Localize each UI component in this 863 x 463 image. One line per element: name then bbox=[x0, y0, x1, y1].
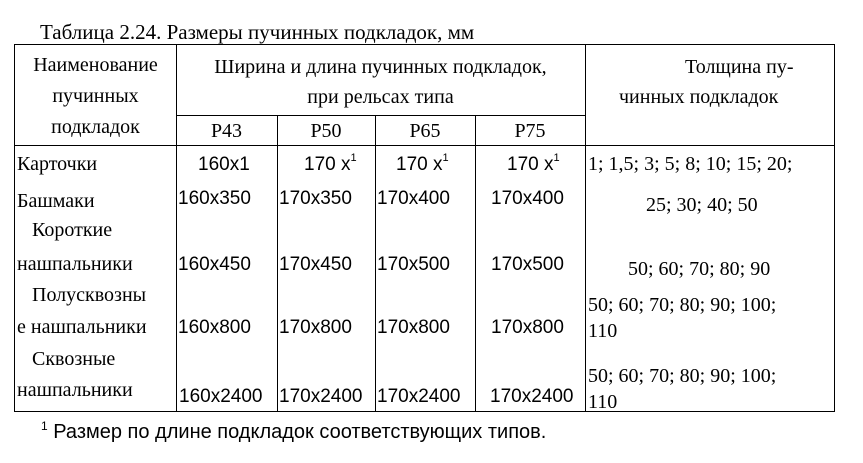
header-thickness-line: чинных подкладок bbox=[619, 86, 779, 108]
row-name-kartochki: Карточки bbox=[17, 153, 98, 175]
thickness-value: 50; 60; 70; 80; 90; 100; bbox=[588, 365, 777, 387]
header-width-length-line: при рельсах типа bbox=[307, 86, 454, 108]
table-caption: Таблица 2.24. Размеры пучинных подкладок, мм bbox=[40, 20, 475, 44]
row-divider bbox=[15, 145, 835, 146]
row-name-skvoznye: нашпальники bbox=[17, 379, 133, 401]
row-name-korotkie: Короткие bbox=[32, 219, 113, 241]
row-name-poluskvoznye: е нашпальники bbox=[17, 316, 147, 338]
thickness-value: 110 bbox=[588, 391, 618, 413]
cell-value: 160х2400 bbox=[179, 386, 263, 407]
cell-value: 160х450 bbox=[178, 254, 251, 275]
header-rail-p75: Р75 bbox=[514, 120, 546, 142]
cell-value: 170х800 bbox=[279, 317, 352, 338]
cell-value: 170х800 bbox=[491, 317, 564, 338]
cell-value: 170х500 bbox=[491, 254, 564, 275]
cell-value: 170 $х^1$ bbox=[396, 152, 449, 175]
cell-value: 170 $х^1$ bbox=[304, 152, 357, 175]
dimensions-table bbox=[14, 44, 835, 412]
row-name-poluskvoznye: Полусквозны bbox=[32, 284, 147, 306]
header-name-line: пучинных bbox=[52, 85, 139, 107]
thickness-value: 25; 30; 40; 50 bbox=[646, 194, 758, 216]
row-divider bbox=[176, 115, 585, 116]
footnote bbox=[41, 421, 546, 444]
footnote-text: Размер по длине подкладок соответствующих типов. bbox=[53, 421, 547, 443]
cell-value: 170х350 bbox=[279, 188, 352, 209]
cell-value: 170х2400 bbox=[377, 386, 461, 407]
cell-value: 160х350 bbox=[178, 188, 251, 209]
header-rail-p43: Р43 bbox=[210, 120, 243, 142]
thickness-value: 110 bbox=[588, 320, 618, 342]
cell-value: 160х800 bbox=[178, 317, 251, 338]
row-name-bashmaki: Башмаки bbox=[17, 190, 95, 212]
header-rail-p50: Р50 bbox=[310, 120, 342, 142]
cell-value: 170х450 bbox=[279, 254, 352, 275]
thickness-value: 50; 60; 70; 80; 90; 100; bbox=[588, 294, 777, 316]
thickness-value: 1; 1,5; 3; 5; 8; 10; 15; 20; bbox=[588, 153, 793, 175]
column-divider bbox=[475, 115, 476, 412]
header-name-line: Наименование bbox=[33, 54, 158, 76]
column-divider bbox=[375, 115, 376, 412]
cell-value: 170х800 bbox=[377, 317, 450, 338]
footnote-mark: 1 bbox=[41, 419, 48, 433]
cell-value: 170х2400 bbox=[279, 386, 363, 407]
header-thickness-line: Толщина пу- bbox=[685, 56, 794, 78]
header-name-line: подкладок bbox=[51, 116, 140, 138]
row-name-skvoznye: Сквозные bbox=[32, 348, 116, 370]
cell-value: 170х400 bbox=[377, 188, 450, 209]
cell-value: 170х400 bbox=[491, 188, 564, 209]
header-rail-p65: Р65 bbox=[409, 120, 441, 142]
thickness-value: 50; 60; 70; 80; 90 bbox=[628, 258, 771, 280]
cell-value: 160х1 bbox=[198, 154, 250, 175]
header-width-length-line: Ширина и длина пучинных подкладок, bbox=[214, 56, 547, 78]
cell-value: 170х500 bbox=[377, 254, 450, 275]
row-name-korotkie: нашпальники bbox=[17, 253, 133, 275]
column-divider bbox=[585, 45, 586, 412]
cell-value: 170х2400 bbox=[490, 386, 574, 407]
column-divider bbox=[277, 115, 278, 412]
cell-value: 170 $х^1$ bbox=[507, 152, 560, 175]
